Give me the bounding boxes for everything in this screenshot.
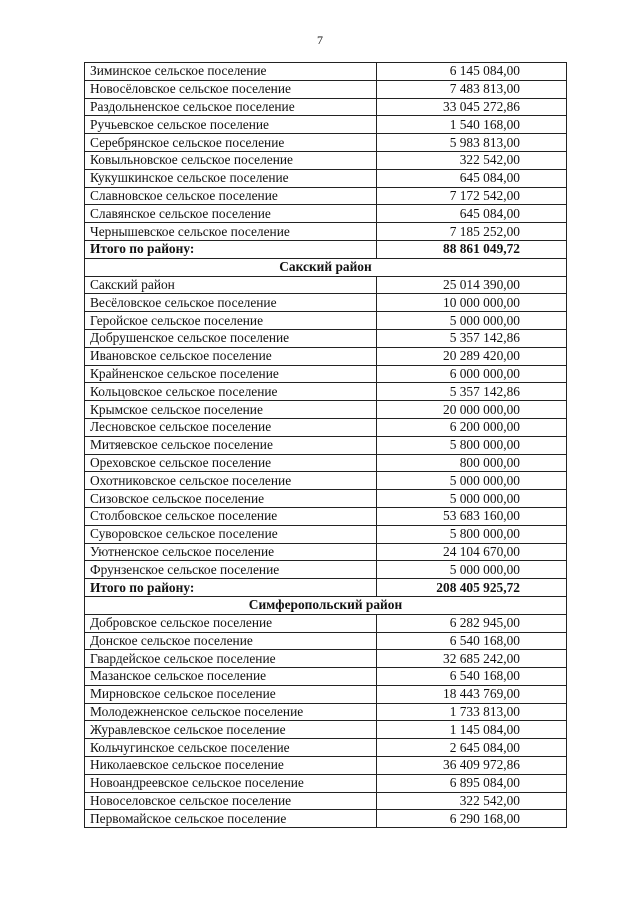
settlement-name: Митяевское сельское поселение [85,436,377,454]
amount-value: 7 483 813,00 [377,80,567,98]
table-row [85,347,567,365]
district-total-row [85,579,567,597]
settlement-name: Охотниковское сельское поселение [85,472,377,490]
settlement-name: Крымское сельское поселение [85,401,377,419]
table-row [85,276,567,294]
table-row [85,383,567,401]
amount-value: 5 000 000,00 [377,490,567,508]
amount-value: 322 542,00 [377,151,567,169]
settlement-name: Крайненское сельское поселение [85,365,377,383]
table-body [85,63,567,828]
amount-value: 5 357 142,86 [377,383,567,401]
amount-value: 20 289 420,00 [377,347,567,365]
table-row [85,792,567,810]
district-total-row [85,240,567,258]
table-row [85,151,567,169]
amount-value: 6 145 084,00 [377,63,567,81]
table-row [85,810,567,828]
settlement-name: Ручьевское сельское поселение [85,116,377,134]
table-row [85,312,567,330]
settlement-name: Славновское сельское поселение [85,187,377,205]
settlement-name: Серебрянское сельское поселение [85,134,377,152]
total-amount: 208 405 925,72 [377,579,567,597]
settlement-name: Фрунзенское сельское поселение [85,561,377,579]
amount-value: 800 000,00 [377,454,567,472]
table-row [85,632,567,650]
table-row [85,418,567,436]
settlement-name: Кольцовское сельское поселение [85,383,377,401]
table-row [85,774,567,792]
amount-value: 6 895 084,00 [377,774,567,792]
total-amount: 88 861 049,72 [377,240,567,258]
table-row [85,98,567,116]
district-heading-row [85,596,567,614]
table-row [85,685,567,703]
amount-value: 645 084,00 [377,169,567,187]
table-row [85,543,567,561]
table-row [85,472,567,490]
table-row [85,187,567,205]
amount-value: 18 443 769,00 [377,685,567,703]
table-row [85,614,567,632]
table-row [85,490,567,508]
table-row [85,294,567,312]
settlement-name: Весёловское сельское поселение [85,294,377,312]
settlement-name: Ивановское сельское поселение [85,347,377,365]
settlement-name: Новосёловское сельское поселение [85,80,377,98]
district-heading: Сакский район [85,258,567,276]
table-row [85,650,567,668]
page-number: 7 [317,33,323,47]
table-row [85,63,567,81]
table-row [85,116,567,134]
amount-value: 20 000 000,00 [377,401,567,419]
budget-table [84,62,567,828]
table-row [85,401,567,419]
table-row [85,668,567,686]
settlement-name: Столбовское сельское поселение [85,507,377,525]
table-row [85,169,567,187]
settlement-name: Сизовское сельское поселение [85,490,377,508]
settlement-name: Ореховское сельское поселение [85,454,377,472]
settlement-name: Чернышевское сельское поселение [85,223,377,241]
amount-value: 36 409 972,86 [377,757,567,775]
settlement-name: Раздольненское сельское поселение [85,98,377,116]
table-row [85,205,567,223]
amount-value: 5 800 000,00 [377,436,567,454]
settlement-name: Геройское сельское поселение [85,312,377,330]
table-row [85,134,567,152]
settlement-name: Добрушенское сельское поселение [85,329,377,347]
settlement-name: Кольчугинское сельское поселение [85,739,377,757]
settlement-name: Новоандреевское сельское поселение [85,774,377,792]
amount-value: 6 000 000,00 [377,365,567,383]
amount-value: 5 983 813,00 [377,134,567,152]
settlement-name: Добровское сельское поселение [85,614,377,632]
table-row [85,329,567,347]
amount-value: 5 000 000,00 [377,312,567,330]
settlement-name: Журавлевское сельское поселение [85,721,377,739]
table-row [85,80,567,98]
settlement-name: Гвардейское сельское поселение [85,650,377,668]
settlement-name: Новоселовское сельское поселение [85,792,377,810]
settlement-name: Суворовское сельское поселение [85,525,377,543]
amount-value: 10 000 000,00 [377,294,567,312]
amount-value: 2 645 084,00 [377,739,567,757]
settlement-name: Мазанское сельское поселение [85,668,377,686]
amount-value: 5 800 000,00 [377,525,567,543]
amount-value: 322 542,00 [377,792,567,810]
table-row [85,507,567,525]
amount-value: 5 000 000,00 [377,472,567,490]
settlement-name: Лесновское сельское поселение [85,418,377,436]
amount-value: 1 145 084,00 [377,721,567,739]
amount-value: 645 084,00 [377,205,567,223]
amount-value: 25 014 390,00 [377,276,567,294]
amount-value: 5 000 000,00 [377,561,567,579]
settlement-name: Кукушкинское сельское поселение [85,169,377,187]
table-row [85,525,567,543]
total-label: Итого по району: [85,579,377,597]
settlement-name: Николаевское сельское поселение [85,757,377,775]
amount-value: 5 357 142,86 [377,329,567,347]
table-row [85,721,567,739]
table-row [85,757,567,775]
amount-value: 7 172 542,00 [377,187,567,205]
district-heading-row [85,258,567,276]
amount-value: 1 540 168,00 [377,116,567,134]
table-row [85,739,567,757]
amount-value: 6 290 168,00 [377,810,567,828]
table-row [85,436,567,454]
amount-value: 6 200 000,00 [377,418,567,436]
settlement-name: Сакский район [85,276,377,294]
settlement-name: Ковыльновское сельское поселение [85,151,377,169]
table-row [85,223,567,241]
amount-value: 32 685 242,00 [377,650,567,668]
table-row [85,454,567,472]
settlement-name: Славянское сельское поселение [85,205,377,223]
settlement-name: Донское сельское поселение [85,632,377,650]
table-row [85,703,567,721]
amount-value: 24 104 670,00 [377,543,567,561]
settlement-name: Молодежненское сельское поселение [85,703,377,721]
amount-value: 53 683 160,00 [377,507,567,525]
settlement-name: Мирновское сельское поселение [85,685,377,703]
settlement-name: Зиминское сельское поселение [85,63,377,81]
amount-value: 1 733 813,00 [377,703,567,721]
table-row [85,365,567,383]
amount-value: 6 282 945,00 [377,614,567,632]
district-heading: Симферопольский район [85,596,567,614]
settlement-name: Уютненское сельское поселение [85,543,377,561]
table-row [85,561,567,579]
total-label: Итого по району: [85,240,377,258]
amount-value: 7 185 252,00 [377,223,567,241]
amount-value: 6 540 168,00 [377,668,567,686]
amount-value: 6 540 168,00 [377,632,567,650]
settlement-name: Первомайское сельское поселение [85,810,377,828]
amount-value: 33 045 272,86 [377,98,567,116]
